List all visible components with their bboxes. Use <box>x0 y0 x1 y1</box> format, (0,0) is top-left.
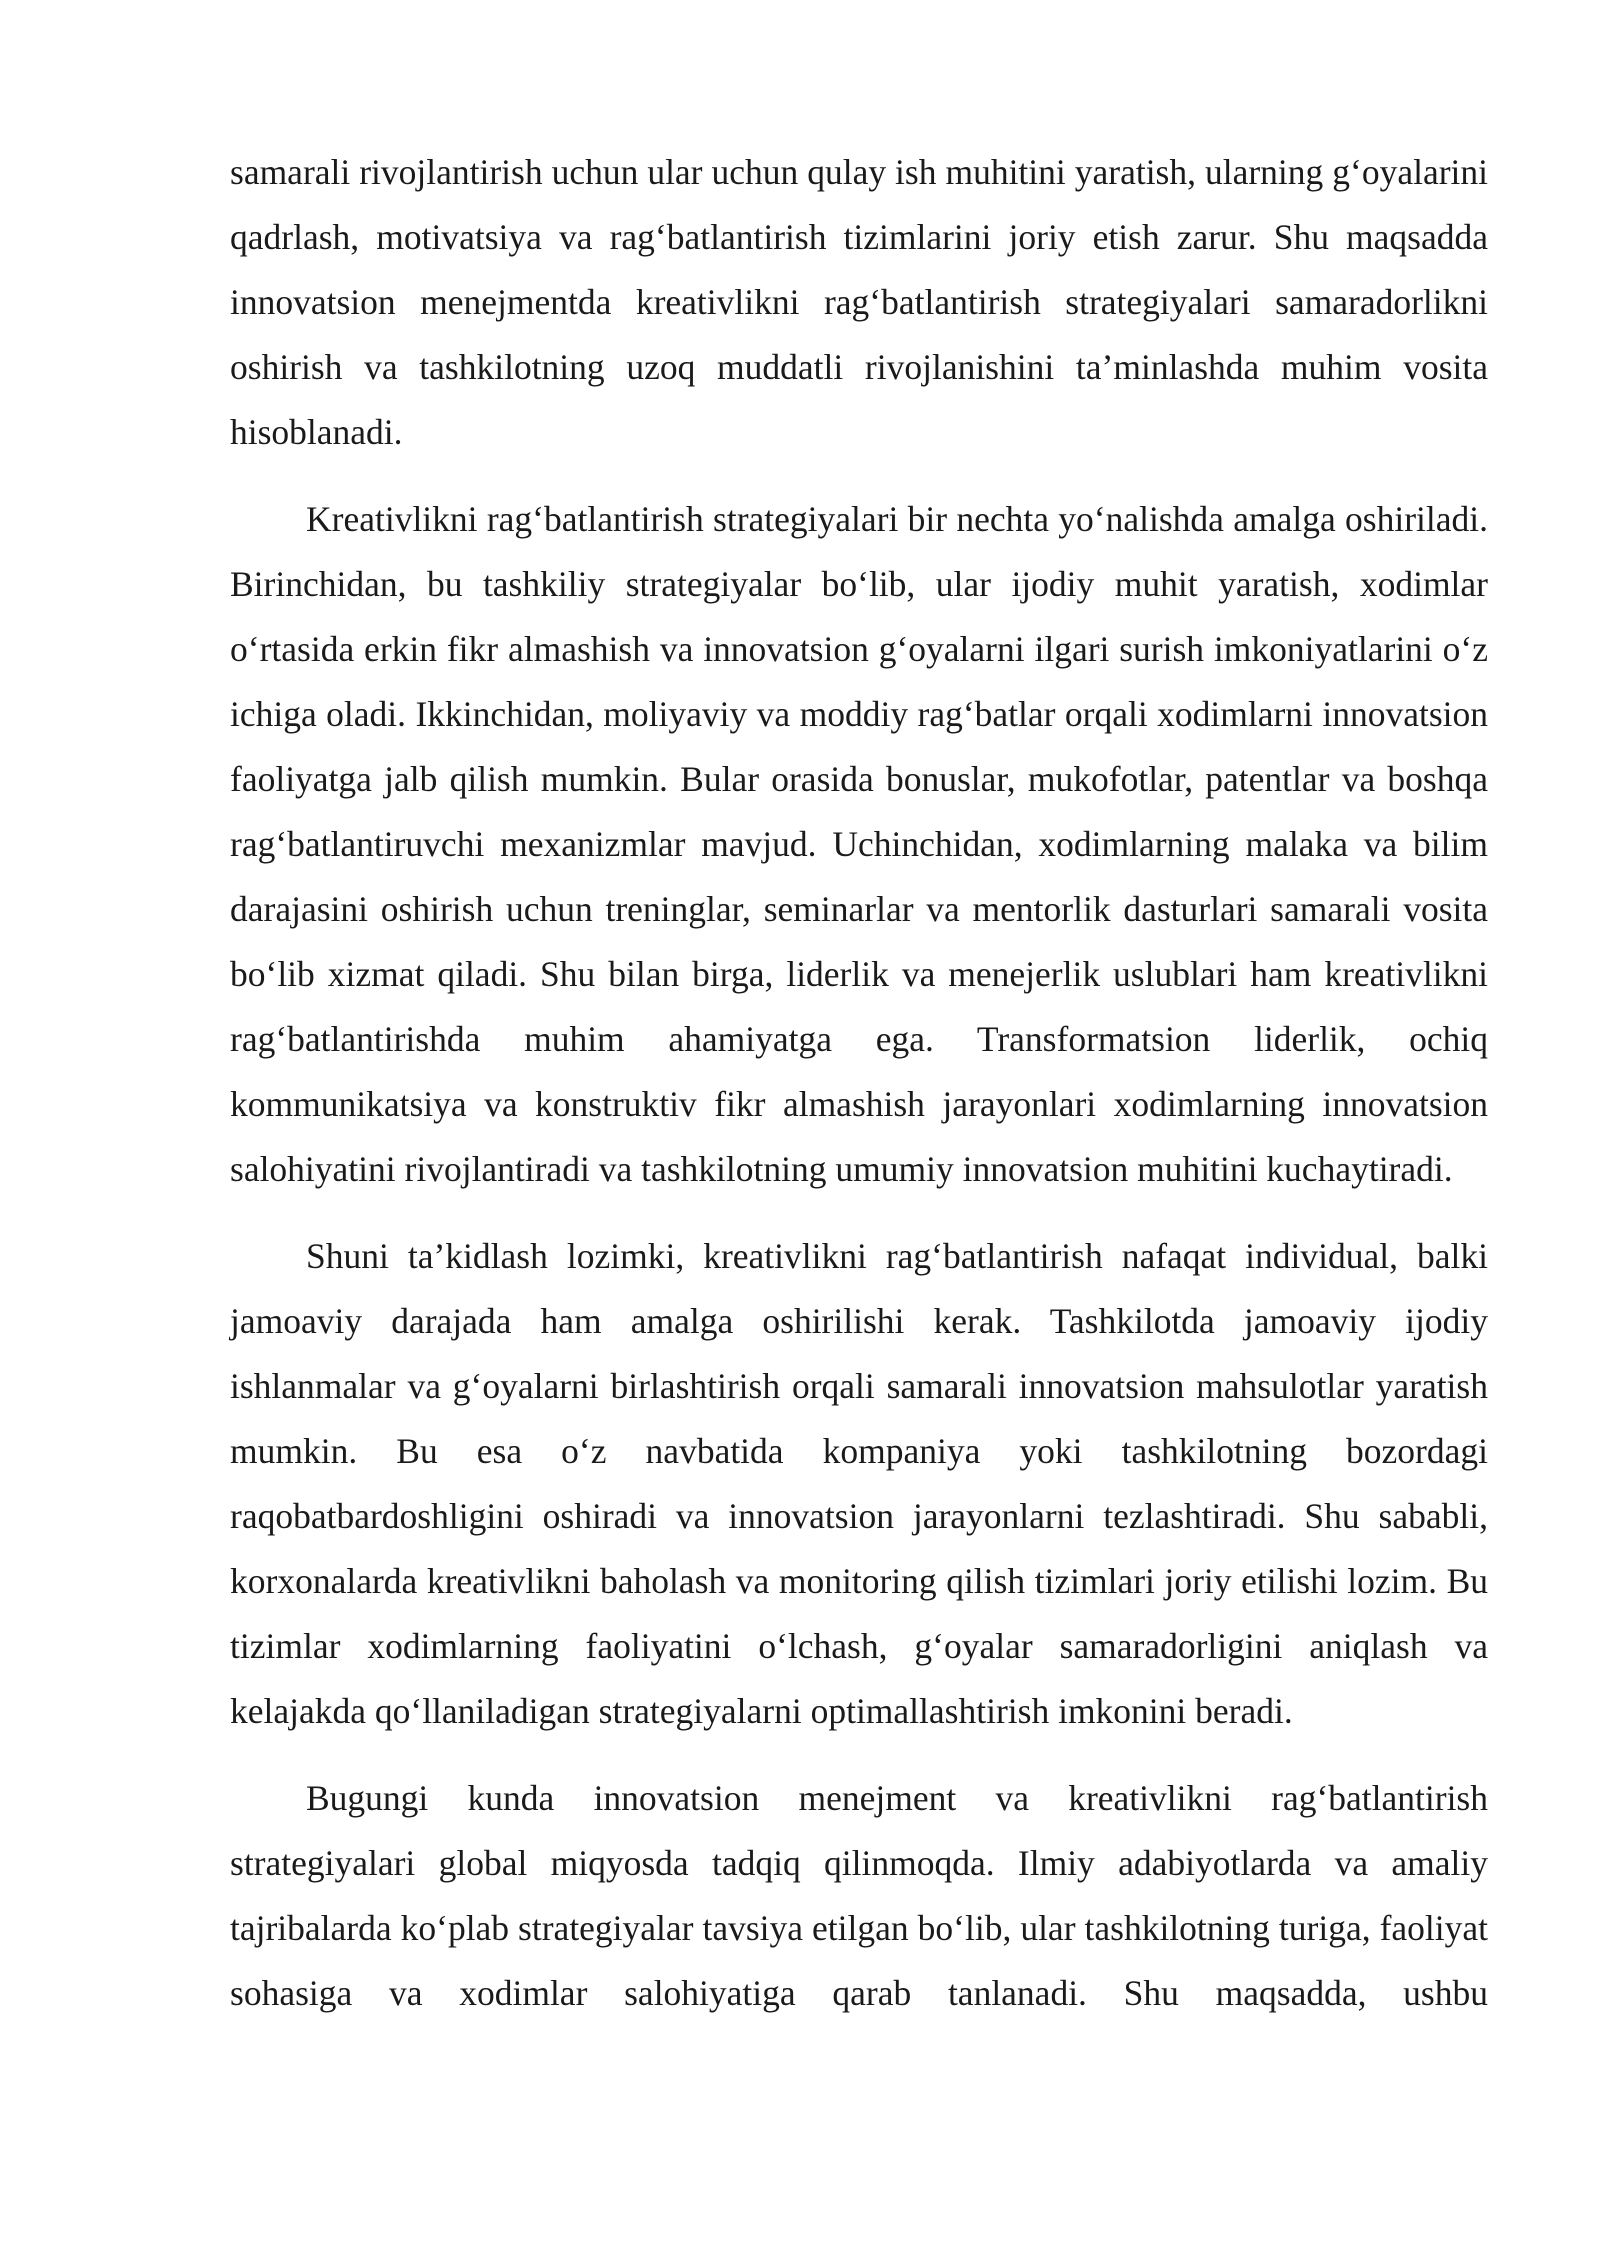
paragraph-1: samarali rivojlantirish uchun ular uchun qulay ish muhitini yaratish, ularning g‘oyalarini qadrlash, motivatsiya va rag‘batlantirish tizimlarini joriy etish zarur. Shu maqsadda innovatsion menejmentda kreativlikni rag‘batlantirish strategiyalari samaradorlikni oshirish va tashkilotning uzoq muddatli rivojlanishini ta’minlashda muhim vosita hisoblanadi. <box>230 152 1488 452</box>
paragraph-4: Bugungi kunda innovatsion menejment va kreativlikni rag‘batlantirish strategiyalari global miqyosda tadqiq qilinmoqda. Ilmiy adabiyotlarda va amaliy tajribalarda ko‘plab strategiyalar tavsiya etilgan bo‘lib, ular tashkilotning turiga, faoliyat sohasiga va xodimlar salohiyatiga qarab tanlanadi. Shu maqsadda, ushbu <box>230 1778 1488 2013</box>
paragraph-2: Kreativlikni rag‘batlantirish strategiyalari bir nechta yo‘nalishda amalga oshiriladi. Birinchidan, bu tashkiliy strategiyalar bo‘lib, ular ijodiy muhit yaratish, xodimlar o‘rtasida erkin fikr almashish va innovatsion g‘oyalarni ilgari surish imkoniyatlarini o‘z ichiga oladi. Ikkinchidan, moliyaviy va moddiy rag‘batlar orqali xodimlarni innovatsion faoliyatga jalb qilish mumkin. Bular orasida bonuslar, mukofotlar, patentlar va boshqa rag‘batlantiruvchi mexanizmlar mavjud. Uchinchidan, xodimlarning malaka va bilim darajasini oshirish uchun treninglar, seminarlar va mentorlik dasturlari samarali vosita bo‘lib xizmat qiladi. Shu bilan birga, liderlik va menejerlik uslublari ham kreativlikni rag‘batlantirishda muhim ahamiyatga ega. Transformatsion liderlik, ochiq kommunikatsiya va konstruktiv fikr almashish jarayonlari xodimlarning innovatsion salohiyatini rivojlantiradi va tashkilotning umumiy innovatsion muhitini kuchaytiradi. <box>230 499 1488 1189</box>
body-text <box>230 140 1488 2048</box>
paragraph-3: Shuni ta’kidlash lozimki, kreativlikni rag‘batlantirish nafaqat individual, balki jamoaviy darajada ham amalga oshirilishi kerak. Tashkilotda jamoaviy ijodiy ishlanmalar va g‘oyalarni birlashtirish orqali samarali innovatsion mahsulotlar yaratish mumkin. Bu esa o‘z navbatida kompaniya yoki tashkilotning bozordagi raqobatbardoshligini oshiradi va innovatsion jarayonlarni tezlashtiradi. Shu sababli, korxonalarda kreativlikni baholash va monitoring qilish tizimlari joriy etilishi lozim. Bu tizimlar xodimlarning faoliyatini o‘lchash, g‘oyalar samaradorligini aniqlash va kelajakda qo‘llaniladigan strategiyalarni optimallashtirish imkonini beradi. <box>230 1236 1488 1731</box>
